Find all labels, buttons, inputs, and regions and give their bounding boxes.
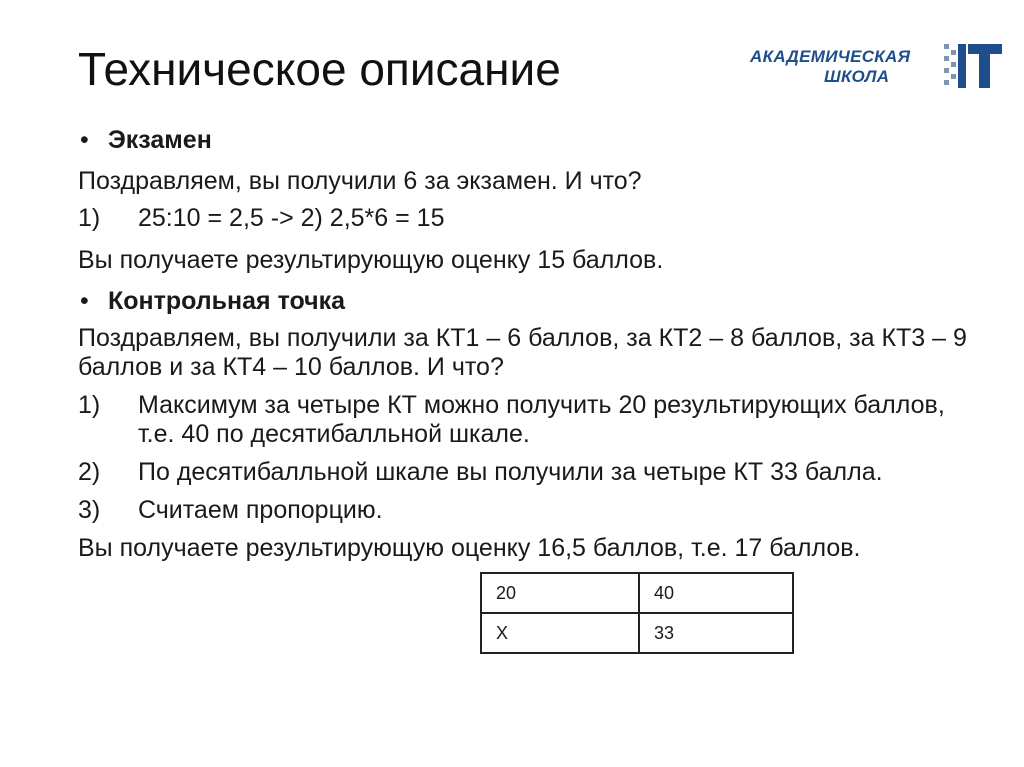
- slide-content: [78, 122, 978, 563]
- step-text: Максимум за четыре КТ можно получить 20 результирующих баллов, т.е. 40 по десятибалльной шкале.: [138, 391, 945, 448]
- checkpoint-step: [78, 458, 978, 487]
- section-heading-exam: [78, 122, 978, 158]
- step-number: 2): [78, 458, 101, 486]
- table-row: [481, 613, 793, 653]
- table-cell: 20: [481, 573, 639, 613]
- logo-line-1: АКАДЕМИЧЕСКАЯ: [750, 47, 911, 66]
- step-number: 3): [78, 496, 101, 524]
- checkpoint-step: [78, 391, 978, 449]
- table-cell: 40: [639, 573, 793, 613]
- checkpoint-step: [78, 496, 978, 525]
- step-text: Считаем пропорцию.: [138, 496, 383, 524]
- bullet-icon: •: [80, 287, 89, 315]
- exam-result: Вы получаете результирующую оценку 15 баллов.: [78, 246, 664, 274]
- checkpoint-result: Вы получаете результирующую оценку 16,5 баллов, т.е. 17 баллов.: [78, 534, 861, 562]
- step-text: По десятибалльной шкале вы получили за четыре КТ 33 балла.: [138, 458, 883, 486]
- table-cell: 33: [639, 613, 793, 653]
- section-heading-label: Контрольная точка: [108, 287, 346, 315]
- step-number: 1): [78, 204, 101, 232]
- step-text: 25:10 = 2,5 -> 2) 2,5*6 = 15: [138, 204, 445, 232]
- proportion-table: [480, 572, 794, 654]
- section-heading-checkpoint: [78, 283, 978, 319]
- checkpoint-intro: Поздравляем, вы получили за КТ1 – 6 баллов, за КТ2 – 8 баллов, за КТ3 – 9 баллов и за КТ4 – 10 баллов. И что?: [78, 324, 967, 381]
- table-cell: X: [481, 613, 639, 653]
- academic-school-it-logo: [738, 28, 1008, 108]
- section-heading-label: Экзамен: [108, 126, 212, 154]
- exam-intro: Поздравляем, вы получили 6 за экзамен. И что?: [78, 167, 642, 195]
- step-number: 1): [78, 391, 101, 419]
- logo-line-2: ШКОЛА: [824, 67, 890, 86]
- exam-step: [78, 204, 978, 233]
- bullet-icon: •: [80, 126, 89, 154]
- table-row: [481, 573, 793, 613]
- slide-title: Техническое описание: [78, 43, 561, 95]
- logo-it-mark: [944, 38, 1004, 96]
